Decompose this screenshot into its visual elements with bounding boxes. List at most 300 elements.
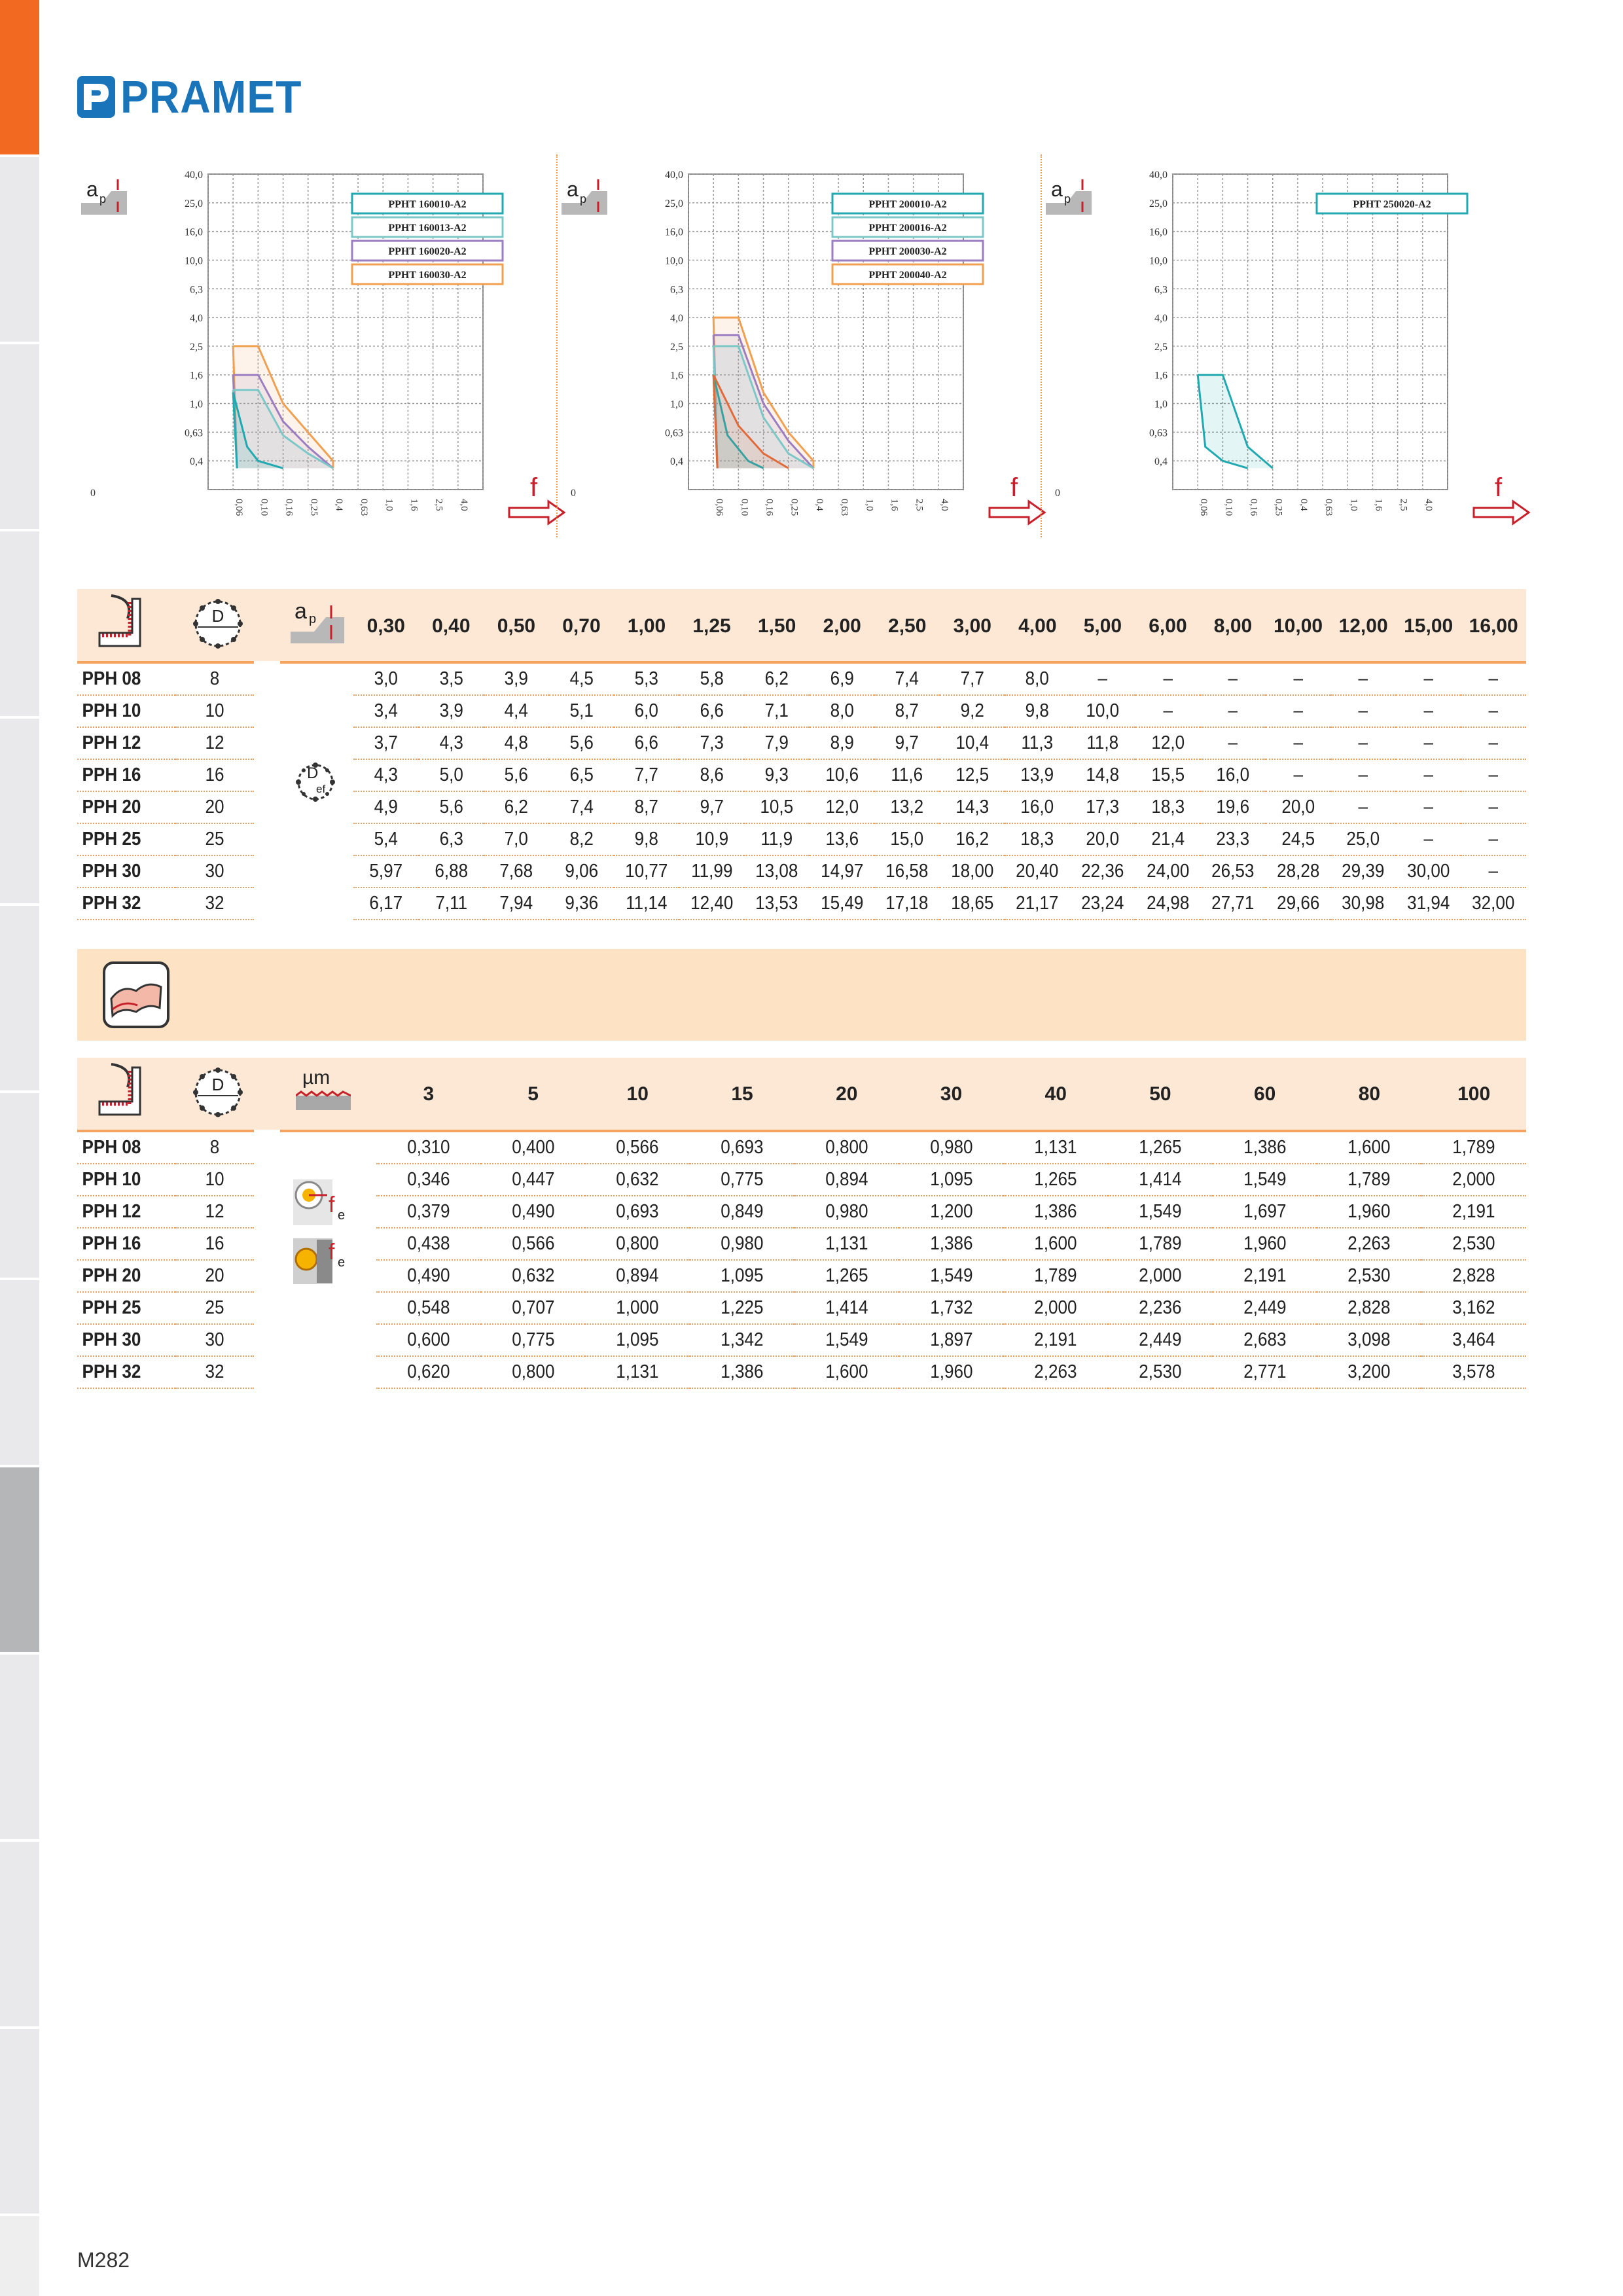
y-tick-label: 16,0 bbox=[185, 226, 203, 238]
y-tick-label: 16,0 bbox=[665, 226, 683, 238]
tool-code: PPH 08 bbox=[82, 1132, 171, 1164]
table-cell: 14,3 bbox=[943, 791, 1002, 823]
table-cell: 1,342 bbox=[695, 1324, 789, 1356]
table1-header-cell: 0,50 bbox=[497, 615, 536, 637]
table-cell: 17,18 bbox=[878, 888, 936, 920]
table-cell: 20,40 bbox=[1008, 855, 1067, 888]
table-cell: – bbox=[1464, 727, 1523, 759]
tool-code: PPH 25 bbox=[82, 823, 171, 855]
y-tick-label: 1,0 bbox=[670, 399, 683, 410]
roughness-um-icon: µm bbox=[296, 1067, 355, 1113]
y-tick-label: 0,63 bbox=[665, 427, 683, 439]
table-cell: 1,095 bbox=[904, 1164, 999, 1196]
x-tick-label: 0,16 bbox=[764, 499, 775, 516]
y-tick-label: 6,3 bbox=[190, 284, 203, 296]
table-cell: 2,263 bbox=[1322, 1228, 1416, 1260]
table-cell: 0,707 bbox=[486, 1292, 580, 1324]
table2-header-cell: 100 bbox=[1457, 1083, 1491, 1105]
table-cell: 0,379 bbox=[382, 1196, 476, 1228]
tool-code: PPH 12 bbox=[82, 727, 171, 759]
table-cell: 8,0 bbox=[1008, 664, 1067, 695]
y-tick-label: 10,0 bbox=[665, 255, 683, 267]
table-cell: 12,5 bbox=[943, 759, 1002, 791]
legend-label: PPHT 160030-A2 bbox=[388, 270, 467, 281]
x-tick-label: 0,06 bbox=[1198, 499, 1209, 516]
table-cell: 4,8 bbox=[487, 727, 546, 759]
table-cell: 13,08 bbox=[747, 855, 806, 888]
tool-diameter: 30 bbox=[179, 855, 250, 888]
table-cell: 20,0 bbox=[1073, 823, 1132, 855]
x-tick-label: 0,63 bbox=[839, 499, 850, 516]
table1-header-cell: 1,00 bbox=[627, 615, 666, 637]
table-cell: – bbox=[1464, 664, 1523, 695]
table1-header-cell: 16,00 bbox=[1469, 615, 1518, 637]
tool-code: PPH 12 bbox=[82, 1196, 171, 1228]
table-cell: 9,2 bbox=[943, 695, 1002, 727]
y-tick-label: 25,0 bbox=[185, 198, 203, 209]
table-cell: 1,697 bbox=[1218, 1196, 1312, 1228]
table-cell: 20,0 bbox=[1269, 791, 1328, 823]
table-cell: 5,6 bbox=[487, 759, 546, 791]
table-cell: 0,632 bbox=[590, 1164, 685, 1196]
tool-diameter: 20 bbox=[179, 1260, 250, 1292]
side-tab-active[interactable] bbox=[0, 0, 39, 157]
table-cell: 0,980 bbox=[695, 1228, 789, 1260]
cutting-range-chart-2 bbox=[558, 149, 1055, 542]
table2-header-cell: 30 bbox=[940, 1083, 963, 1105]
y-tick-label: 2,5 bbox=[670, 341, 683, 353]
table-cell: 1,600 bbox=[800, 1356, 894, 1388]
tool-diameter: 25 bbox=[179, 1292, 250, 1324]
table1-header-cell: 3,00 bbox=[953, 615, 991, 637]
table-cell: 12,40 bbox=[683, 888, 741, 920]
side-tab[interactable] bbox=[0, 157, 39, 344]
table2-header-cell: 5 bbox=[527, 1083, 539, 1105]
chart-svg bbox=[558, 149, 1055, 542]
diameter-icon bbox=[187, 1062, 249, 1123]
table-cell: 4,3 bbox=[357, 759, 416, 791]
table-cell: – bbox=[1269, 664, 1328, 695]
table-cell: 1,200 bbox=[904, 1196, 999, 1228]
x-tick-label: 0,06 bbox=[714, 499, 725, 516]
x-tick-label: 0,10 bbox=[739, 499, 750, 516]
table-cell: 2,449 bbox=[1113, 1324, 1207, 1356]
table-cell: 13,6 bbox=[813, 823, 872, 855]
table-cell: 19,6 bbox=[1204, 791, 1262, 823]
table-cell: – bbox=[1399, 823, 1458, 855]
table-cell: 0,800 bbox=[800, 1132, 894, 1164]
table-cell: 1,386 bbox=[904, 1228, 999, 1260]
table-cell: 9,7 bbox=[683, 791, 741, 823]
y-tick-label: 1,0 bbox=[1154, 399, 1168, 410]
table-cell: – bbox=[1334, 727, 1393, 759]
feed-fe-icon-1: f e bbox=[292, 1178, 357, 1230]
pramet-logo-icon bbox=[77, 76, 115, 118]
diameter-icon-label: D bbox=[211, 1075, 224, 1094]
table-cell: 16,58 bbox=[878, 855, 936, 888]
table-cell: 10,9 bbox=[683, 823, 741, 855]
table-cell: 25,0 bbox=[1334, 823, 1393, 855]
table-cell: 7,4 bbox=[552, 791, 611, 823]
table-cell: 8,9 bbox=[813, 727, 872, 759]
table1-header-cell: 15,00 bbox=[1404, 615, 1454, 637]
table1-header-cell: 5,00 bbox=[1083, 615, 1122, 637]
table-cell: 7,11 bbox=[422, 888, 481, 920]
table-cell: 6,0 bbox=[617, 695, 676, 727]
table-cell: 10,4 bbox=[943, 727, 1002, 759]
x-tick-label: 4,0 bbox=[458, 499, 469, 511]
table-cell: 16,0 bbox=[1204, 759, 1262, 791]
table-cell: – bbox=[1139, 664, 1198, 695]
table-cell: 29,66 bbox=[1269, 888, 1328, 920]
chart-svg bbox=[77, 149, 575, 542]
table-cell: 4,3 bbox=[422, 727, 481, 759]
table-cell: 7,7 bbox=[943, 664, 1002, 695]
x-tick-label: 0,06 bbox=[234, 499, 245, 516]
table-cell: 2,771 bbox=[1218, 1356, 1312, 1388]
ap-label: a bbox=[86, 177, 98, 201]
table-cell: 2,000 bbox=[1113, 1260, 1207, 1292]
x-tick-label: 1,6 bbox=[1373, 499, 1384, 511]
table-cell: 0,438 bbox=[382, 1228, 476, 1260]
table-cell: 11,3 bbox=[1008, 727, 1067, 759]
table-cell: 5,3 bbox=[617, 664, 676, 695]
table-cell: 5,1 bbox=[552, 695, 611, 727]
y-tick-label: 2,5 bbox=[190, 341, 203, 353]
table-cell: 1,386 bbox=[1218, 1132, 1312, 1164]
table-cell: 1,789 bbox=[1008, 1260, 1103, 1292]
side-tab[interactable] bbox=[0, 1655, 39, 1842]
table-cell: 1,265 bbox=[800, 1260, 894, 1292]
x-tick-label: 1,0 bbox=[1348, 499, 1359, 511]
table-cell: 3,162 bbox=[1427, 1292, 1521, 1324]
y-tick-label: 4,0 bbox=[1154, 313, 1168, 325]
y-tick-label: 10,0 bbox=[1149, 255, 1168, 267]
x-tick-label: 0,4 bbox=[1298, 499, 1309, 511]
table-cell: 0,800 bbox=[590, 1228, 685, 1260]
x-tick-label: 0,25 bbox=[1273, 499, 1284, 516]
table-cell: 12,0 bbox=[813, 791, 872, 823]
table-cell: 1,265 bbox=[1113, 1132, 1207, 1164]
x-tick-label: 2,5 bbox=[433, 499, 444, 511]
table-cell: 2,000 bbox=[1008, 1292, 1103, 1324]
y-tick-label: 6,3 bbox=[670, 284, 683, 296]
y-tick-label: 40,0 bbox=[185, 170, 203, 181]
table-cell: 18,3 bbox=[1139, 791, 1198, 823]
table-cell: 18,65 bbox=[943, 888, 1002, 920]
table2-header-cell: 80 bbox=[1358, 1083, 1381, 1105]
side-tab[interactable] bbox=[0, 1842, 39, 2029]
table-cell: 1,000 bbox=[590, 1292, 685, 1324]
table-cell: 1,960 bbox=[1218, 1228, 1312, 1260]
tool-diameter: 32 bbox=[179, 888, 250, 920]
x-tick-label: 4,0 bbox=[1423, 499, 1434, 511]
origin-label: 0 bbox=[90, 488, 96, 499]
y-tick-label: 1,6 bbox=[190, 370, 203, 382]
table-cell: 0,620 bbox=[382, 1356, 476, 1388]
table-cell: 14,8 bbox=[1073, 759, 1132, 791]
side-tab[interactable] bbox=[0, 906, 39, 1093]
tool-code: PPH 16 bbox=[82, 759, 171, 791]
table-cell: 1,960 bbox=[904, 1356, 999, 1388]
table-cell: 1,897 bbox=[904, 1324, 999, 1356]
table-cell: 1,131 bbox=[1008, 1132, 1103, 1164]
table1-row bbox=[77, 855, 1526, 888]
table-cell: 14,97 bbox=[813, 855, 872, 888]
tool-code: PPH 20 bbox=[82, 1260, 171, 1292]
table-cell: 11,99 bbox=[683, 855, 741, 888]
x-tick-label: 1,6 bbox=[408, 499, 419, 511]
table-cell: 8,2 bbox=[552, 823, 611, 855]
table-cell: – bbox=[1464, 695, 1523, 727]
f-axis-label: f bbox=[530, 473, 538, 502]
x-tick-label: 1,6 bbox=[889, 499, 900, 511]
table-cell: 23,3 bbox=[1204, 823, 1262, 855]
table-cell: – bbox=[1399, 727, 1458, 759]
table-cell: 2,828 bbox=[1427, 1260, 1521, 1292]
table-cell: 21,4 bbox=[1139, 823, 1198, 855]
chart-svg bbox=[1042, 149, 1539, 542]
y-tick-label: 0,4 bbox=[670, 456, 683, 468]
table-cell: – bbox=[1204, 727, 1262, 759]
y-tick-label: 0,63 bbox=[1149, 427, 1168, 439]
x-tick-label: 0,16 bbox=[1248, 499, 1259, 516]
table-cell: 18,00 bbox=[943, 855, 1002, 888]
table-cell: 0,775 bbox=[695, 1164, 789, 1196]
table1-header-cell: 2,50 bbox=[888, 615, 927, 637]
ap-label: a bbox=[1051, 177, 1063, 201]
table1-header-cell: 4,00 bbox=[1018, 615, 1057, 637]
tool-diameter: 25 bbox=[179, 823, 250, 855]
table1-header-cell: 0,70 bbox=[562, 615, 601, 637]
table-cell: 16,2 bbox=[943, 823, 1002, 855]
side-tab[interactable] bbox=[0, 1280, 39, 1467]
table-cell: 15,5 bbox=[1139, 759, 1198, 791]
y-tick-label: 40,0 bbox=[665, 170, 683, 181]
table2-header-cell: 3 bbox=[423, 1083, 435, 1105]
table-cell: 3,9 bbox=[487, 664, 546, 695]
table-cell: 6,6 bbox=[683, 695, 741, 727]
table-cell: 0,566 bbox=[590, 1132, 685, 1164]
tool-code: PPH 32 bbox=[82, 888, 171, 920]
y-tick-label: 4,0 bbox=[190, 313, 203, 325]
tool-diameter: 30 bbox=[179, 1324, 250, 1356]
table1-header-cell: 12,00 bbox=[1338, 615, 1388, 637]
table-cell: 5,6 bbox=[422, 791, 481, 823]
table-cell: – bbox=[1139, 695, 1198, 727]
table-cell: 3,9 bbox=[422, 695, 481, 727]
tool-code: PPH 30 bbox=[82, 1324, 171, 1356]
x-tick-label: 0,63 bbox=[1323, 499, 1334, 516]
table-cell: 0,346 bbox=[382, 1164, 476, 1196]
table-cell: 15,49 bbox=[813, 888, 872, 920]
tool-code: PPH 08 bbox=[82, 664, 171, 695]
table2-row bbox=[77, 1132, 1526, 1164]
tool-diameter: 32 bbox=[179, 1356, 250, 1388]
table-cell: 1,265 bbox=[1008, 1164, 1103, 1196]
table1-header-cell: 2,00 bbox=[823, 615, 861, 637]
tool-code: PPH 10 bbox=[82, 1164, 171, 1196]
table-cell: 2,191 bbox=[1427, 1196, 1521, 1228]
side-tab-current-section[interactable] bbox=[0, 1467, 39, 1655]
x-tick-label: 0,25 bbox=[308, 499, 319, 516]
tool-diameter: 12 bbox=[179, 1196, 250, 1228]
table-cell: 7,3 bbox=[683, 727, 741, 759]
table-cell: 0,980 bbox=[800, 1196, 894, 1228]
table-cell: 5,8 bbox=[683, 664, 741, 695]
table-cell: 0,693 bbox=[695, 1132, 789, 1164]
table2-header-cell: 15 bbox=[731, 1083, 753, 1105]
table-cell: – bbox=[1269, 727, 1328, 759]
x-tick-label: 4,0 bbox=[938, 499, 950, 511]
table-cell: 6,5 bbox=[552, 759, 611, 791]
table-cell: 2,449 bbox=[1218, 1292, 1312, 1324]
pramet-logo bbox=[77, 73, 313, 120]
table-cell: 8,7 bbox=[878, 695, 936, 727]
table-cell: 18,3 bbox=[1008, 823, 1067, 855]
table-cell: – bbox=[1334, 664, 1393, 695]
table-cell: 2,236 bbox=[1113, 1292, 1207, 1324]
table-cell: 1,789 bbox=[1113, 1228, 1207, 1260]
table-cell: 11,8 bbox=[1073, 727, 1132, 759]
legend-label: PPHT 160013-A2 bbox=[388, 223, 467, 234]
table-cell: 6,3 bbox=[422, 823, 481, 855]
internal-profile-icon bbox=[98, 1061, 144, 1123]
table-cell: 7,7 bbox=[617, 759, 676, 791]
table1-header-cell: 1,50 bbox=[757, 615, 796, 637]
y-tick-label: 16,0 bbox=[1149, 226, 1168, 238]
side-tab[interactable] bbox=[0, 719, 39, 906]
x-tick-label: 0,63 bbox=[359, 499, 370, 516]
table-cell: 15,0 bbox=[878, 823, 936, 855]
x-tick-label: 0,25 bbox=[789, 499, 800, 516]
x-tick-label: 2,5 bbox=[1398, 499, 1409, 511]
table-cell: – bbox=[1073, 664, 1132, 695]
y-tick-label: 25,0 bbox=[665, 198, 683, 209]
origin-label: 0 bbox=[1055, 488, 1060, 499]
table-cell: 10,5 bbox=[747, 791, 806, 823]
table-cell: 3,4 bbox=[357, 695, 416, 727]
table-cell: 3,464 bbox=[1427, 1324, 1521, 1356]
ap-label: a bbox=[567, 177, 579, 201]
table1-header-cell: 6,00 bbox=[1149, 615, 1187, 637]
x-tick-label: 2,5 bbox=[914, 499, 925, 511]
table-cell: 6,17 bbox=[357, 888, 416, 920]
table-cell: 6,88 bbox=[422, 855, 481, 888]
table-cell: 2,530 bbox=[1322, 1260, 1416, 1292]
table-cell: 5,97 bbox=[357, 855, 416, 888]
origin-label: 0 bbox=[571, 488, 576, 499]
side-tab[interactable] bbox=[0, 531, 39, 719]
table-cell: 4,5 bbox=[552, 664, 611, 695]
table-cell: 1,789 bbox=[1427, 1132, 1521, 1164]
table-cell: 4,9 bbox=[357, 791, 416, 823]
table-cell: 24,98 bbox=[1139, 888, 1198, 920]
table2-header-cell: 40 bbox=[1044, 1083, 1067, 1105]
table-cell: 0,447 bbox=[486, 1164, 580, 1196]
table-cell: 9,36 bbox=[552, 888, 611, 920]
table-cell: 1,549 bbox=[904, 1260, 999, 1292]
x-tick-label: 0,10 bbox=[1223, 499, 1234, 516]
table-cell: 1,131 bbox=[590, 1356, 685, 1388]
ap-sub-label: p bbox=[580, 192, 587, 206]
table-cell: 3,7 bbox=[357, 727, 416, 759]
tool-code: PPH 16 bbox=[82, 1228, 171, 1260]
y-tick-label: 1,0 bbox=[190, 399, 203, 410]
table1-row bbox=[77, 823, 1526, 855]
diameter-icon bbox=[187, 593, 249, 655]
y-tick-label: 40,0 bbox=[1149, 170, 1168, 181]
table-cell: 10,0 bbox=[1073, 695, 1132, 727]
table-cell: 0,800 bbox=[486, 1356, 580, 1388]
table2-header-cell: 10 bbox=[626, 1083, 649, 1105]
legend-label: PPHT 160020-A2 bbox=[388, 246, 467, 257]
table-cell: 0,693 bbox=[590, 1196, 685, 1228]
table-cell: 7,9 bbox=[747, 727, 806, 759]
table-cell: 1,131 bbox=[800, 1228, 894, 1260]
table-cell: – bbox=[1464, 759, 1523, 791]
table-cell: 0,849 bbox=[695, 1196, 789, 1228]
table-cell: 0,490 bbox=[486, 1196, 580, 1228]
table-cell: – bbox=[1464, 855, 1523, 888]
x-tick-label: 1,0 bbox=[864, 499, 875, 511]
legend-label: PPHT 200040-A2 bbox=[868, 270, 947, 281]
table-cell: 13,2 bbox=[878, 791, 936, 823]
table-cell: – bbox=[1204, 695, 1262, 727]
side-tab[interactable] bbox=[0, 2029, 39, 2216]
internal-profile-icon bbox=[98, 592, 144, 655]
table-cell: 9,8 bbox=[1008, 695, 1067, 727]
side-tab[interactable] bbox=[0, 1093, 39, 1280]
table-cell: 2,530 bbox=[1427, 1228, 1521, 1260]
table-cell: 28,28 bbox=[1269, 855, 1328, 888]
surface-roughness-icon bbox=[102, 961, 170, 1029]
y-tick-label: 1,6 bbox=[1154, 370, 1168, 382]
legend-label: PPHT 200016-A2 bbox=[868, 223, 947, 234]
table-cell: 9,7 bbox=[878, 727, 936, 759]
tool-diameter: 8 bbox=[179, 664, 250, 695]
table1-header-cell: 10,00 bbox=[1274, 615, 1323, 637]
table-cell: 8,6 bbox=[683, 759, 741, 791]
table-cell: 10,6 bbox=[813, 759, 872, 791]
table-cell: 12,0 bbox=[1139, 727, 1198, 759]
table-cell: 7,94 bbox=[487, 888, 546, 920]
ap-depth-icon: a p bbox=[288, 599, 347, 645]
table1-header-cell: 1,25 bbox=[692, 615, 731, 637]
table1-row bbox=[77, 695, 1526, 727]
tool-diameter: 20 bbox=[179, 791, 250, 823]
tool-diameter: 10 bbox=[179, 1164, 250, 1196]
table-cell: 7,0 bbox=[487, 823, 546, 855]
table-cell: 32,00 bbox=[1464, 888, 1523, 920]
table-cell: 0,632 bbox=[486, 1260, 580, 1292]
x-tick-label: 1,0 bbox=[383, 499, 395, 511]
table-cell: 1,600 bbox=[1322, 1132, 1416, 1164]
table-cell: 31,94 bbox=[1399, 888, 1458, 920]
table-cell: 24,5 bbox=[1269, 823, 1328, 855]
table-cell: – bbox=[1334, 695, 1393, 727]
table-cell: 1,095 bbox=[590, 1324, 685, 1356]
side-tab[interactable] bbox=[0, 344, 39, 531]
table-cell: 8,7 bbox=[617, 791, 676, 823]
table-cell: – bbox=[1399, 695, 1458, 727]
table1-header-cell: 0,40 bbox=[432, 615, 471, 637]
table-cell: 0,310 bbox=[382, 1132, 476, 1164]
x-tick-label: 0,16 bbox=[283, 499, 294, 516]
table-cell: – bbox=[1464, 823, 1523, 855]
f-axis-label: f bbox=[1010, 473, 1018, 502]
legend-label: PPHT 200010-A2 bbox=[868, 199, 947, 210]
